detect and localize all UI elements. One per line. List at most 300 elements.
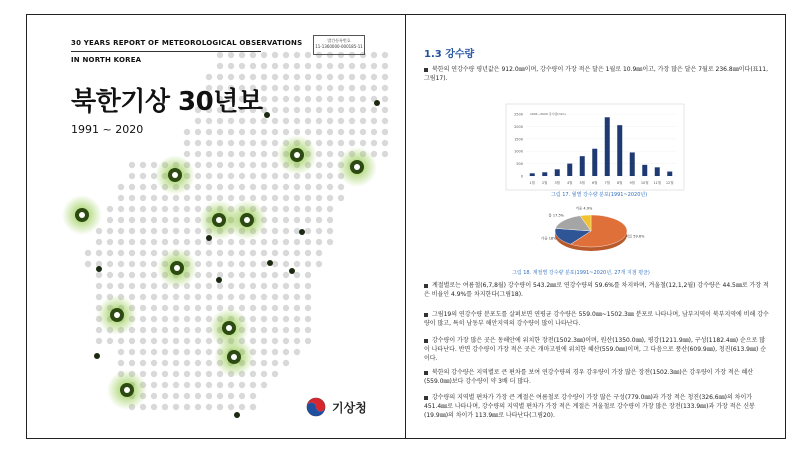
x-tick-label: 12월	[665, 181, 674, 185]
map-dot	[316, 129, 322, 135]
map-dot	[228, 129, 234, 135]
map-dot	[294, 316, 300, 322]
map-dot	[250, 239, 256, 245]
map-dot	[250, 261, 256, 267]
map-dot	[250, 195, 256, 201]
y-tick-label: 1000	[514, 149, 523, 154]
map-dot	[360, 118, 366, 124]
map-dot	[382, 107, 388, 113]
map-dot	[305, 195, 311, 201]
map-dot	[283, 118, 289, 124]
map-dot	[107, 261, 113, 267]
map-dot	[294, 294, 300, 300]
map-dot	[129, 195, 135, 201]
map-dot	[305, 217, 311, 223]
map-dot	[316, 63, 322, 69]
map-dot	[96, 239, 102, 245]
weather-symbol	[354, 164, 360, 170]
map-dot	[327, 85, 333, 91]
map-dot	[349, 118, 355, 124]
map-dot	[184, 338, 190, 344]
map-dot	[173, 206, 179, 212]
map-dot	[107, 217, 113, 223]
map-dot	[382, 63, 388, 69]
map-dot	[107, 206, 113, 212]
map-dot	[206, 162, 212, 168]
paragraph-5	[424, 368, 770, 386]
map-dot	[283, 261, 289, 267]
map-dot	[173, 316, 179, 322]
map-dot	[195, 294, 201, 300]
x-tick-label: 3월	[554, 181, 561, 185]
pie-label: 겨울 4.9%	[575, 206, 593, 211]
bar	[617, 125, 622, 176]
map-dot	[217, 129, 223, 135]
map-dot	[118, 250, 124, 256]
map-dot	[305, 250, 311, 256]
map-dot	[228, 74, 234, 80]
map-dot	[118, 338, 124, 344]
map-dot	[360, 63, 366, 69]
map-dot	[250, 272, 256, 278]
map-dot	[206, 393, 212, 399]
map-dot	[250, 162, 256, 168]
map-dot	[184, 305, 190, 311]
map-dot	[118, 283, 124, 289]
map-dot	[173, 305, 179, 311]
map-dot	[129, 250, 135, 256]
map-dot	[184, 217, 190, 223]
map-dot	[239, 283, 245, 289]
bar	[655, 167, 660, 176]
map-dot	[338, 195, 344, 201]
map-dot	[107, 228, 113, 234]
map-dot	[162, 371, 168, 377]
map-dot	[272, 228, 278, 234]
station-dot	[289, 268, 295, 274]
bar	[542, 172, 547, 176]
map-dot	[129, 173, 135, 179]
map-dot	[173, 393, 179, 399]
map-dot	[118, 184, 124, 190]
paragraph-2	[424, 281, 770, 299]
bullet-icon	[424, 284, 428, 288]
figure-18-caption: 그림 18. 계절별 강수량 분포(1991~2020년, 27개 지점 평균)	[512, 270, 650, 276]
map-dot	[96, 272, 102, 278]
map-dot	[107, 283, 113, 289]
map-dot	[239, 173, 245, 179]
map-dot	[173, 217, 179, 223]
map-dot	[305, 107, 311, 113]
pie-label: 여름 59.6%	[625, 234, 645, 239]
map-dot	[217, 382, 223, 388]
map-dot	[129, 272, 135, 278]
map-dot	[338, 129, 344, 135]
map-dot	[184, 327, 190, 333]
map-dot	[239, 272, 245, 278]
map-dot	[294, 272, 300, 278]
map-dot	[195, 360, 201, 366]
map-dot	[305, 239, 311, 245]
map-dot	[206, 173, 212, 179]
map-dot	[151, 283, 157, 289]
map-dot	[151, 217, 157, 223]
map-dot	[173, 382, 179, 388]
map-dot	[327, 140, 333, 146]
map-dot	[327, 74, 333, 80]
map-dot	[316, 140, 322, 146]
map-dot	[206, 305, 212, 311]
map-dot	[360, 140, 366, 146]
map-dot	[173, 349, 179, 355]
isbn-label: 발간등록번호	[327, 38, 351, 43]
bar	[567, 164, 572, 176]
monthly-precip-bar-chart	[506, 104, 684, 190]
map-dot	[261, 382, 267, 388]
map-dot	[228, 162, 234, 168]
map-dot	[316, 250, 322, 256]
seasonal-precip-pie-chart	[516, 206, 666, 267]
map-dot	[294, 283, 300, 289]
map-dot	[151, 393, 157, 399]
map-dot	[360, 107, 366, 113]
isbn-number: 11-1360000-000185-11	[315, 44, 363, 49]
map-dot	[272, 272, 278, 278]
map-dot	[206, 349, 212, 355]
map-dot	[250, 371, 256, 377]
map-dot	[118, 272, 124, 278]
map-dot	[85, 250, 91, 256]
map-dot	[228, 261, 234, 267]
map-dot	[283, 85, 289, 91]
map-dot	[294, 349, 300, 355]
map-dot	[228, 404, 234, 410]
map-dot	[162, 294, 168, 300]
map-dot	[140, 294, 146, 300]
map-dot	[239, 404, 245, 410]
map-dot	[195, 173, 201, 179]
map-dot	[162, 382, 168, 388]
map-dot	[217, 184, 223, 190]
map-dot	[338, 96, 344, 102]
map-dot	[184, 316, 190, 322]
station-dot	[267, 260, 273, 266]
map-dot	[294, 85, 300, 91]
map-dot	[272, 129, 278, 135]
map-dot	[327, 151, 333, 157]
map-dot	[140, 184, 146, 190]
map-dot	[283, 184, 289, 190]
map-dot	[151, 250, 157, 256]
map-dot	[360, 129, 366, 135]
map-dot	[360, 96, 366, 102]
map-dot	[228, 393, 234, 399]
map-dot	[162, 338, 168, 344]
map-dot	[140, 360, 146, 366]
map-dot	[151, 360, 157, 366]
map-dot	[272, 195, 278, 201]
map-dot	[96, 228, 102, 234]
map-dot	[272, 85, 278, 91]
map-dot	[118, 228, 124, 234]
map-dot	[140, 239, 146, 245]
map-dot	[272, 74, 278, 80]
map-dot	[327, 239, 333, 245]
map-dot	[305, 327, 311, 333]
station-dot	[96, 266, 102, 272]
map-dot	[371, 107, 377, 113]
map-dot	[107, 272, 113, 278]
map-dot	[173, 360, 179, 366]
map-dot	[382, 52, 388, 58]
map-dot	[151, 349, 157, 355]
map-dot	[129, 206, 135, 212]
map-dot	[129, 239, 135, 245]
map-dot-pattern	[27, 15, 405, 440]
map-dot	[349, 140, 355, 146]
map-dot	[327, 184, 333, 190]
map-dot	[85, 261, 91, 267]
map-dot	[195, 393, 201, 399]
x-tick-label: 4월	[566, 181, 573, 185]
map-dot	[228, 140, 234, 146]
bullet-icon	[424, 396, 428, 400]
map-dot	[327, 107, 333, 113]
map-dot	[140, 228, 146, 234]
kma-emblem-icon	[306, 397, 326, 417]
weather-symbol	[124, 387, 130, 393]
map-dot	[316, 228, 322, 234]
map-dot	[316, 173, 322, 179]
map-dot	[305, 96, 311, 102]
map-dot	[283, 228, 289, 234]
map-dot	[283, 96, 289, 102]
map-dot	[206, 140, 212, 146]
map-dot	[272, 338, 278, 344]
map-dot	[250, 74, 256, 80]
map-dot	[217, 261, 223, 267]
bar	[605, 117, 610, 176]
map-dot	[283, 316, 289, 322]
map-dot	[151, 261, 157, 267]
map-dot	[195, 338, 201, 344]
map-dot	[96, 294, 102, 300]
document-frame	[26, 14, 786, 439]
map-dot	[338, 107, 344, 113]
map-dot	[272, 305, 278, 311]
bar	[555, 169, 560, 176]
map-dot	[140, 206, 146, 212]
map-dot	[195, 206, 201, 212]
map-dot	[129, 338, 135, 344]
map-dot	[338, 140, 344, 146]
map-dot	[129, 349, 135, 355]
map-dot	[261, 261, 267, 267]
map-dot	[228, 272, 234, 278]
map-dot	[195, 404, 201, 410]
map-dot	[261, 162, 267, 168]
map-dot	[140, 316, 146, 322]
map-dot	[228, 184, 234, 190]
map-dot	[140, 162, 146, 168]
map-dot	[316, 85, 322, 91]
map-dot	[96, 327, 102, 333]
map-dot	[261, 327, 267, 333]
map-dot	[206, 283, 212, 289]
map-dot	[294, 338, 300, 344]
map-dot	[360, 74, 366, 80]
map-dot	[261, 250, 267, 256]
map-dot	[162, 239, 168, 245]
map-dot	[283, 327, 289, 333]
figure-17-caption: 그림 17. 월별 강수량 분포(1991~2020년)	[551, 192, 648, 198]
map-dot	[96, 338, 102, 344]
map-dot	[173, 228, 179, 234]
map-dot	[327, 228, 333, 234]
station-dot	[299, 229, 305, 235]
map-dot	[294, 305, 300, 311]
map-dot	[217, 283, 223, 289]
map-dot	[206, 272, 212, 278]
map-dot	[206, 294, 212, 300]
x-tick-label: 5월	[579, 181, 586, 185]
report-heading	[71, 39, 302, 65]
map-dot	[173, 327, 179, 333]
map-dot	[305, 261, 311, 267]
map-dot	[261, 129, 267, 135]
map-dot	[184, 393, 190, 399]
map-dot	[327, 118, 333, 124]
bar	[530, 173, 535, 176]
map-dot	[184, 151, 190, 157]
map-dot	[382, 85, 388, 91]
map-dot	[195, 283, 201, 289]
map-dot	[151, 294, 157, 300]
bar	[667, 172, 672, 176]
map-dot	[151, 206, 157, 212]
map-dot	[184, 294, 190, 300]
map-dot	[151, 338, 157, 344]
cover-title: 북한기상 30년보	[71, 87, 263, 117]
map-dot	[129, 360, 135, 366]
paragraph-1-text: 북한의 연강수량 평년값은 912.0㎜이며, 강수량이 가장 적은 달은 1월로 10.9㎜이고, 가장 많은 달은 7월로 236.8㎜이다(표11, 그림17).	[424, 66, 768, 82]
map-dot	[349, 107, 355, 113]
map-dot	[250, 393, 256, 399]
map-dot	[217, 173, 223, 179]
map-dot	[382, 140, 388, 146]
map-dot	[305, 74, 311, 80]
map-dot	[250, 118, 256, 124]
map-dot	[261, 74, 267, 80]
map-dot	[382, 129, 388, 135]
map-dot	[272, 360, 278, 366]
map-dot	[250, 338, 256, 344]
map-dot	[140, 195, 146, 201]
map-dot	[338, 85, 344, 91]
map-dot	[239, 74, 245, 80]
map-dot	[107, 250, 113, 256]
map-dot	[272, 349, 278, 355]
map-dot	[272, 118, 278, 124]
map-dot	[316, 107, 322, 113]
map-dot	[349, 74, 355, 80]
map-dot	[206, 371, 212, 377]
map-dot	[151, 195, 157, 201]
map-dot	[129, 184, 135, 190]
map-dot	[283, 294, 289, 300]
map-dot	[371, 118, 377, 124]
map-dot	[206, 129, 212, 135]
map-dot	[283, 338, 289, 344]
map-dot	[294, 96, 300, 102]
map-dot	[162, 316, 168, 322]
map-dot	[294, 107, 300, 113]
map-dot	[162, 393, 168, 399]
station-dot	[206, 235, 212, 241]
weather-symbol	[172, 172, 178, 178]
heading-rule	[71, 51, 261, 52]
map-dot	[206, 118, 212, 124]
map-dot	[239, 140, 245, 146]
map-dot	[261, 360, 267, 366]
map-dot	[316, 239, 322, 245]
map-dot	[294, 250, 300, 256]
map-dot	[294, 327, 300, 333]
x-tick-label: 7월	[604, 181, 611, 185]
map-dot	[316, 96, 322, 102]
map-dot	[239, 382, 245, 388]
map-dot	[184, 382, 190, 388]
map-dot	[382, 151, 388, 157]
map-dot	[327, 63, 333, 69]
x-tick-label: 1월	[529, 181, 536, 185]
map-dot	[140, 250, 146, 256]
cover-page	[27, 15, 405, 438]
map-dot	[305, 173, 311, 179]
map-dot	[261, 118, 267, 124]
map-dot	[151, 272, 157, 278]
map-dot	[151, 162, 157, 168]
x-tick-label: 9월	[629, 181, 636, 185]
map-dot	[305, 63, 311, 69]
paragraph-1	[424, 65, 770, 83]
map-dot	[272, 184, 278, 190]
map-dot	[283, 74, 289, 80]
map-dot	[173, 338, 179, 344]
map-dot	[217, 140, 223, 146]
y-tick-label: 0	[520, 174, 523, 179]
map-dot	[371, 85, 377, 91]
map-dot	[305, 85, 311, 91]
weather-symbol	[216, 217, 222, 223]
map-dot	[151, 305, 157, 311]
map-dot	[305, 305, 311, 311]
map-dot	[206, 338, 212, 344]
map-dot	[195, 250, 201, 256]
station-dot	[216, 277, 222, 283]
map-dot	[129, 294, 135, 300]
map-dot	[206, 151, 212, 157]
x-tick-label: 2월	[541, 181, 548, 185]
map-dot	[261, 184, 267, 190]
map-dot	[195, 129, 201, 135]
map-dot	[250, 129, 256, 135]
map-dot	[261, 272, 267, 278]
map-dot	[283, 272, 289, 278]
map-dot	[140, 349, 146, 355]
map-dot	[162, 228, 168, 234]
map-dot	[316, 217, 322, 223]
